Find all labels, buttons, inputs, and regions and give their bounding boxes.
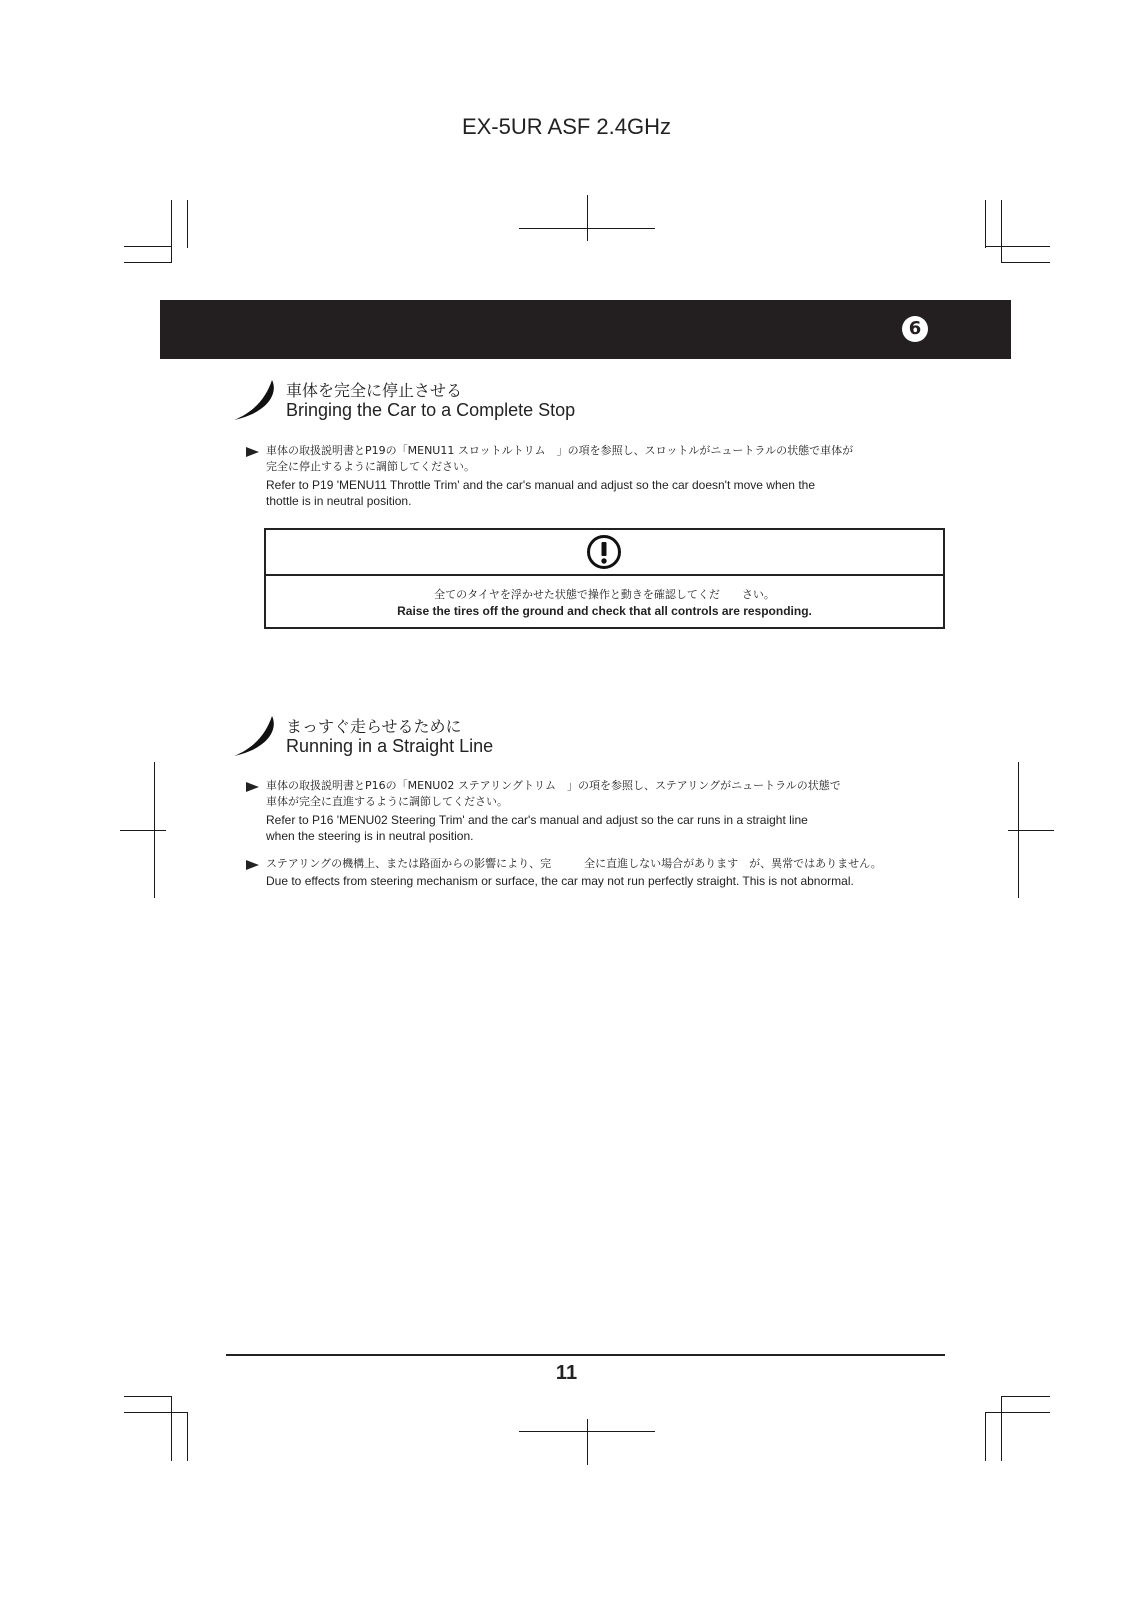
crop-mark-line [1001, 200, 1002, 263]
crop-mark-line [587, 1419, 588, 1465]
section-title-ja: 車体を完全に停止させる [286, 381, 463, 400]
instruction-ja: 車体の取扱説明書とP16の「MENU02 ステアリングトリム 」の項を参照し、ステアリングがニュートラルの状態で [266, 779, 841, 792]
section-number-badge: 6 [902, 316, 928, 342]
exclamation-circle-icon [586, 534, 622, 570]
instruction-en: Refer to P19 'MENU11 Throttle Trim' and the car's manual and adjust so the car doesn't move when the [266, 478, 815, 492]
crop-mark-line [124, 1396, 172, 1397]
crop-mark-line [985, 246, 1050, 247]
bullet-arrow-icon [246, 782, 259, 792]
instruction-ja: 完全に停止するように調節してください。 [266, 460, 475, 473]
crop-mark-line [1001, 262, 1050, 263]
page-number: 11 [555, 1362, 578, 1384]
section-title-en: Running in a Straight Line [286, 736, 494, 756]
footer-rule [226, 1354, 945, 1356]
section-banner [160, 300, 1011, 359]
crop-mark-line [1001, 1396, 1002, 1461]
crop-mark-line [985, 200, 986, 248]
caution-box [264, 528, 945, 629]
instruction-en: Refer to P16 'MENU02 Steering Trim' and the car's manual and adjust so the car runs in a straight line [266, 813, 808, 827]
crop-mark-line [187, 200, 188, 248]
crescent-icon [232, 376, 280, 424]
caution-text-en: Raise the tires off the ground and check that all controls are responding. [397, 604, 812, 618]
crop-mark-line [587, 195, 588, 241]
instruction-en: Due to effects from steering mechanism or surface, the car may not run perfectly straight. This is not abnormal. [266, 874, 854, 888]
instruction-ja: 車体の取扱説明書とP19の「MENU11 スロットルトリム 」の項を参照し、スロットルがニュートラルの状態で車体が [266, 444, 854, 457]
crop-mark-line [171, 1396, 172, 1461]
instruction-ja: 車体が完全に直進するように調節してください。 [266, 795, 508, 808]
crop-mark-line [1001, 1396, 1050, 1397]
crop-mark-line [171, 200, 172, 263]
instruction-en: thottle is in neutral position. [266, 494, 412, 508]
crop-mark-line [124, 1412, 188, 1413]
crop-mark-line [124, 262, 172, 263]
crescent-icon [232, 712, 280, 760]
crop-mark-line [124, 246, 172, 247]
crop-mark-line [1008, 830, 1054, 831]
caution-divider [266, 574, 943, 576]
crop-mark-line [187, 1412, 188, 1461]
crop-mark-line [985, 1412, 986, 1461]
bullet-arrow-icon [246, 860, 259, 870]
instruction-en: when the steering is in neutral position. [266, 829, 474, 843]
section-title-ja: まっすぐ走らせるために [286, 717, 462, 736]
crop-mark-line [985, 1412, 1050, 1413]
caution-text-ja: 全てのタイヤを浮かせた状態で操作と動きを確認してくだ さい。 [434, 588, 775, 601]
instruction-ja: ステアリングの機構上、または路面からの影響により、完 全に直進しない場合があります が、異常ではありません。 [266, 857, 882, 870]
section-title-en: Bringing the Car to a Complete Stop [286, 400, 576, 420]
crop-mark-line [120, 830, 166, 831]
bullet-arrow-icon [246, 447, 259, 457]
document-title: EX-5UR ASF 2.4GHz [461, 114, 672, 139]
